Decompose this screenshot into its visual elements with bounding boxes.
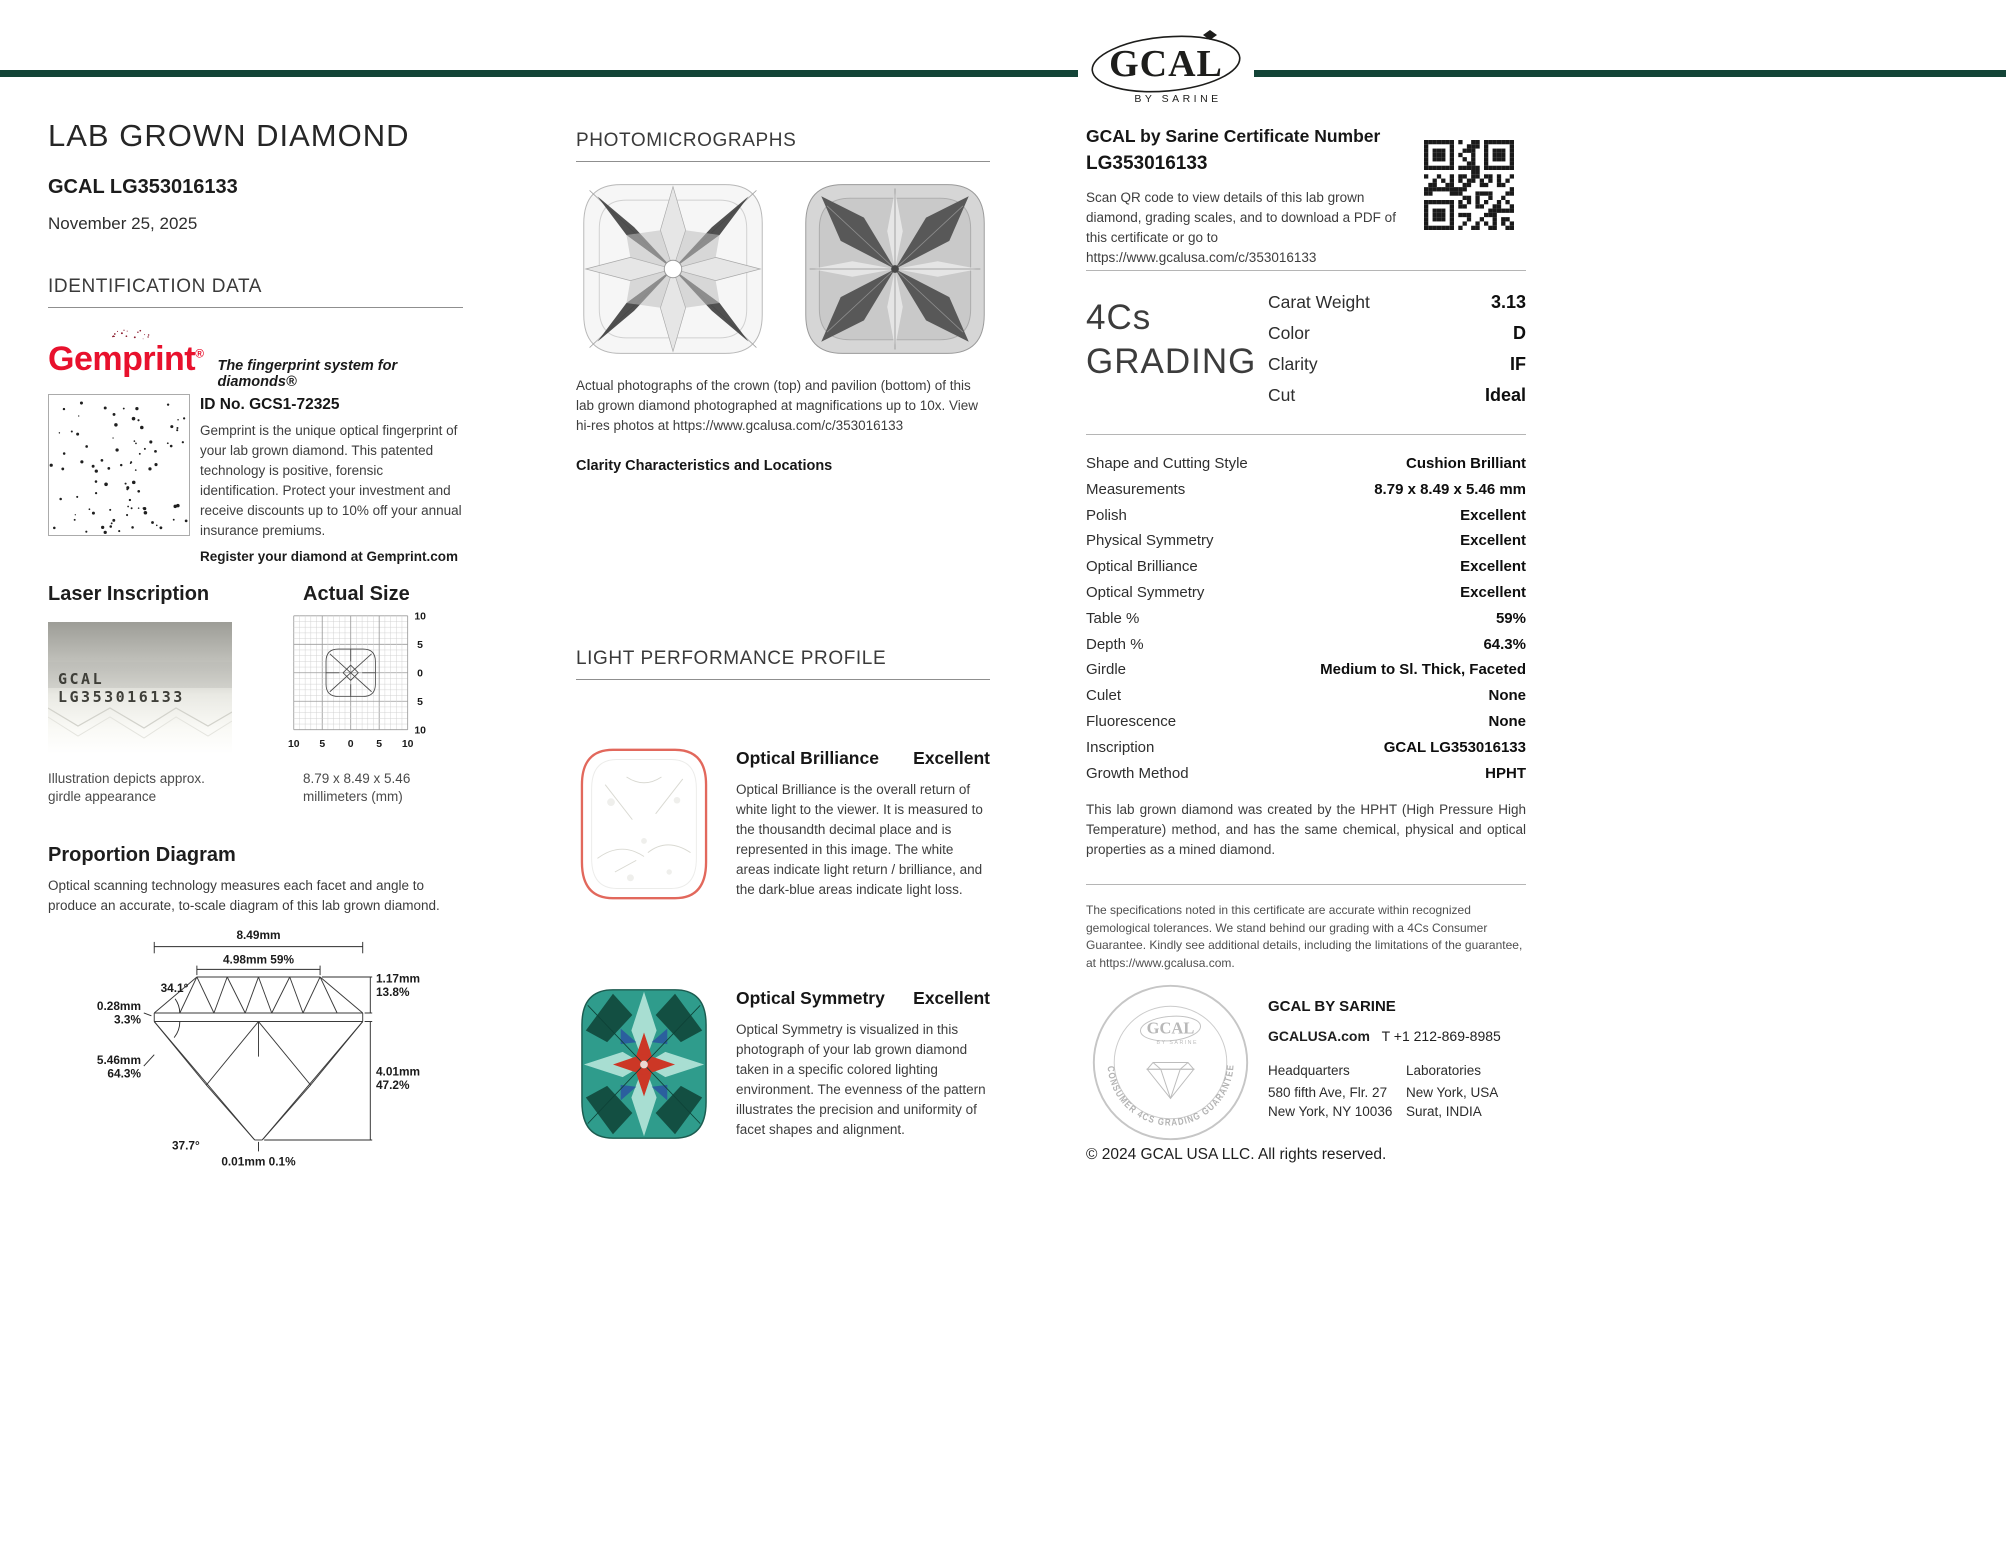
proportion-description: Optical scanning technology measures each facet and angle to produce an accurate, to-scale diagram of this lab grown diamond. (48, 878, 440, 913)
optical-symmetry-description: Optical Symmetry is visualized in this photograph of your lab grown diamond taken in a specific colored lighting environment. The evenness of the pattern illustrates the precision and uniformity of facet shapes and alignment. (736, 1022, 986, 1137)
dim-crown-angle: 34.1° (160, 981, 189, 996)
certificate-number: GCAL LG353016133 (48, 176, 238, 198)
photomicrographs-section-title: PHOTOMICROGRAPHS (576, 130, 990, 162)
optical-symmetry-block (736, 988, 990, 1140)
growth-method-note: This lab grown diamond was created by the HPHT (High Pressure High Temperature) method, and has the same chemical, physical and optical properties as a mined diamond. (1086, 802, 1526, 857)
spec-value: Excellent (1460, 506, 1526, 524)
grading-row (1268, 354, 1526, 385)
spec-label: Measurements (1086, 480, 1186, 498)
grading-value: IF (1510, 354, 1526, 374)
spec-row (1086, 584, 1526, 610)
laser-inscription-caption: Illustration depicts approx. girdle appearance (48, 771, 205, 805)
headquarters-address (1268, 1061, 1406, 1122)
crown-photo (576, 176, 770, 362)
gemprint-fingerprint-image (48, 394, 190, 536)
spec-value: None (1488, 712, 1526, 730)
seal-logo-subtext: BY SARINE (1156, 1040, 1199, 1047)
spec-label: Culet (1086, 687, 1122, 705)
laboratories-title: Laboratories (1406, 1063, 1482, 1078)
top-divider-right (1252, 70, 2006, 77)
optical-brilliance-title: Optical Brilliance (736, 748, 879, 768)
grading-value: 3.13 (1490, 292, 1526, 312)
light-performance-section-title: LIGHT PERFORMANCE PROFILE (576, 648, 990, 680)
grading-label: Clarity (1268, 354, 1318, 374)
optical-brilliance-grade: Excellent (913, 748, 990, 768)
grading-value: D (1513, 323, 1526, 343)
spec-value: Cushion Brilliant (1406, 455, 1526, 472)
spec-label: Optical Brilliance (1086, 558, 1198, 576)
footer-contact-block (1268, 998, 1526, 1122)
dim-crown-height-pct: 13.8% (375, 984, 410, 999)
axis-label: 10 (414, 612, 426, 623)
page-title: LAB GROWN DIAMOND (48, 118, 410, 153)
seal-diamond-drawing (1147, 1063, 1194, 1099)
grading-row (1268, 385, 1526, 416)
divider (1086, 270, 1526, 271)
certificate-number-value: LG353016133 (1086, 153, 1208, 174)
top-divider-left (0, 70, 1078, 77)
spec-value: GCAL LG353016133 (1383, 738, 1526, 756)
copyright-notice: © 2024 GCAL USA LLC. All rights reserved. (1086, 1146, 1387, 1163)
optical-symmetry-title: Optical Symmetry (736, 988, 885, 1008)
spec-label: Inscription (1086, 738, 1155, 756)
fourcs-line1: 4Cs (1086, 298, 1152, 337)
actual-size-diagram (288, 612, 440, 762)
laboratories-line1: New York, USA (1406, 1084, 1499, 1100)
grading-row (1268, 323, 1526, 354)
spec-row (1086, 455, 1526, 481)
footer-phone: T +1 212-869-8985 (1381, 1028, 1501, 1044)
laboratories-line2: Surat, INDIA (1406, 1104, 1482, 1120)
laser-inscription-text: GCAL LG353016133 (58, 670, 185, 706)
spec-row (1086, 558, 1526, 584)
dim-depth-pct: 64.3% (107, 1066, 141, 1081)
gemprint-info-block (200, 396, 464, 564)
gemprint-logo-block (48, 340, 468, 390)
spec-row (1086, 507, 1526, 533)
dim-width: 8.49mm (236, 928, 281, 943)
dim-girdle-mm: 0.28mm (96, 999, 141, 1014)
axis-label: 0 (417, 668, 423, 680)
spec-label: Girdle (1086, 661, 1127, 679)
gemprint-wordmark: Gemprint (48, 340, 196, 378)
qr-code-pattern (1424, 140, 1514, 230)
qr-code (1424, 140, 1514, 230)
clarity-characteristics-title: Clarity Characteristics and Locations (576, 458, 833, 474)
grading-row (1268, 292, 1526, 323)
spec-row (1086, 661, 1526, 687)
spec-value: Excellent (1460, 558, 1526, 576)
logo-subtext: BY SARINE (1134, 93, 1222, 105)
spec-label: Depth % (1086, 635, 1144, 653)
spec-row (1086, 713, 1526, 739)
spec-row (1086, 636, 1526, 662)
dim-depth-mm: 5.46mm (96, 1053, 141, 1068)
actual-size-caption: 8.79 x 8.49 x 5.46 millimeters (mm) (303, 771, 411, 805)
gemprint-registered-mark: ® (195, 346, 204, 361)
optical-symmetry-grade: Excellent (913, 988, 990, 1008)
spec-value: HPHT (1485, 764, 1526, 782)
spec-label: Fluorescence (1086, 712, 1177, 730)
spec-value: 59% (1495, 609, 1526, 627)
grading-value: Ideal (1484, 385, 1526, 405)
pavilion-photo (798, 176, 992, 362)
spec-row (1086, 610, 1526, 636)
proportion-diagram (50, 922, 448, 1176)
dim-pavilion-angle: 37.7° (171, 1138, 200, 1153)
spec-label: Shape and Cutting Style (1086, 455, 1248, 472)
grading-label: Color (1268, 323, 1310, 343)
gemprint-register-note: Register your diamond at Gemprint.com (200, 548, 459, 564)
axis-label: 10 (414, 725, 426, 737)
certificate-number-label: GCAL by Sarine Certificate Number (1086, 126, 1381, 146)
optical-brilliance-image (576, 744, 712, 904)
spec-row (1086, 765, 1526, 791)
spec-value: 8.79 x 8.49 x 5.46 mm (1374, 480, 1526, 498)
spec-label: Growth Method (1086, 764, 1189, 782)
identification-section-title: IDENTIFICATION DATA (48, 276, 463, 308)
axis-label: 5 (417, 697, 423, 709)
laser-inscription-photo (48, 622, 232, 754)
spec-row (1086, 481, 1526, 507)
optical-symmetry-image (576, 984, 712, 1144)
footer-website: GCALUSA.com (1268, 1028, 1370, 1044)
grading-table (1268, 292, 1526, 416)
axis-label: 0 (347, 738, 354, 750)
optical-brilliance-description: Optical Brilliance is the overall return of white light to the viewer. It is measured to the thousandth decimal place and is represented in this image. The white areas indicate light return / brilliance, and the dark-blue areas indicate light loss. (736, 782, 983, 897)
seal-text: CONSUMER 4CS GRADING GUARANTEE (1104, 1062, 1237, 1129)
axis-label: 5 (319, 738, 326, 750)
laboratories-address (1406, 1061, 1524, 1122)
dim-girdle-pct: 3.3% (114, 1012, 141, 1027)
guarantee-seal (1088, 980, 1253, 1145)
dim-table: 4.98mm 59% (222, 952, 294, 967)
fourcs-line2: GRADING (1086, 342, 1257, 381)
gcal-logo-block (1082, 22, 1254, 114)
axis-label: 5 (417, 640, 423, 652)
gemprint-tagline: The fingerprint system for diamonds® (217, 358, 398, 390)
laser-inscription-title: Laser Inscription (48, 583, 210, 605)
logo-wordmark: GCAL (1109, 43, 1223, 85)
footer-company: GCAL BY SARINE (1268, 998, 1396, 1015)
footer-contact-line (1268, 1028, 1526, 1044)
dim-culet: 0.01mm 0.1% (221, 1154, 296, 1169)
proportion-diagram-title: Proportion Diagram (48, 844, 236, 866)
actual-size-title: Actual Size (303, 583, 410, 605)
certificate-date: November 25, 2025 (48, 214, 198, 233)
spec-value: Medium to Sl. Thick, Faceted (1320, 661, 1526, 679)
spec-row (1086, 532, 1526, 558)
spec-label: Physical Symmetry (1086, 532, 1214, 550)
spec-row (1086, 687, 1526, 713)
axis-label: 10 (401, 738, 414, 750)
spec-label: Polish (1086, 506, 1127, 524)
axis-label: 5 (376, 738, 383, 750)
spec-value: 64.3% (1483, 635, 1526, 653)
headquarters-line2: New York, NY 10036 (1268, 1104, 1393, 1120)
guarantee-disclaimer: The specifications noted in this certificate are accurate within recognized gemological tolerances. We stand behind our grading with a 4Cs Consumer Guarantee. Kindly see additional details, including the limitations of the guarantee, at https://www.gcalusa.com. (1086, 903, 1523, 970)
fourcs-grading-title (1086, 296, 1256, 384)
gemprint-id-number: ID No. GCS1-72325 (200, 396, 340, 413)
divider (1086, 434, 1526, 435)
grading-label: Carat Weight (1268, 292, 1370, 312)
spec-row (1086, 739, 1526, 765)
headquarters-line1: 580 fifth Ave, Flr. 27 (1268, 1084, 1388, 1100)
dim-pavilion-depth-pct: 47.2% (375, 1077, 410, 1092)
dim-pavilion-depth-mm: 4.01mm (375, 1064, 421, 1079)
gemprint-logo-dots (108, 328, 162, 341)
spec-value: Excellent (1460, 532, 1526, 550)
gemprint-logo (48, 340, 203, 379)
optical-brilliance-block (736, 748, 990, 900)
seal-logo-wordmark: GCAL (1146, 1018, 1195, 1038)
spec-label: Table % (1086, 609, 1140, 627)
gemprint-description: Gemprint is the unique optical fingerprint of your lab grown diamond. This patented technology is positive, forensic identification. Protect your investment and receive discounts up to 10% off your annual insurance premiums. (200, 423, 462, 538)
divider (1086, 884, 1526, 885)
gemprint-dot-pattern (49, 395, 189, 535)
grading-label: Cut (1268, 385, 1296, 405)
dim-crown-height-mm: 1.17mm (375, 971, 421, 986)
spec-table (1086, 455, 1526, 790)
svg-text:CONSUMER 4CS GRADING GUARANTEE (1104, 1064, 1236, 1129)
qr-caption: Scan QR code to view details of this lab grown diamond, grading scales, and to download a PDF of this certificate or go to https://www.gcalusa.com/c/353016133 (1086, 190, 1396, 265)
spec-value: None (1488, 687, 1526, 705)
spec-label: Optical Symmetry (1086, 583, 1205, 601)
gcal-logo (1082, 22, 1252, 110)
headquarters-title: Headquarters (1268, 1063, 1350, 1078)
axis-label: 10 (288, 738, 300, 750)
photomicrographs-caption: Actual photographs of the crown (top) and pavilion (bottom) of this lab grown diamond photographed at magnifications up to 10x. View hi-res photos at https://www.gcalusa.com/c/353016133 (576, 378, 979, 433)
spec-value: Excellent (1460, 583, 1526, 601)
